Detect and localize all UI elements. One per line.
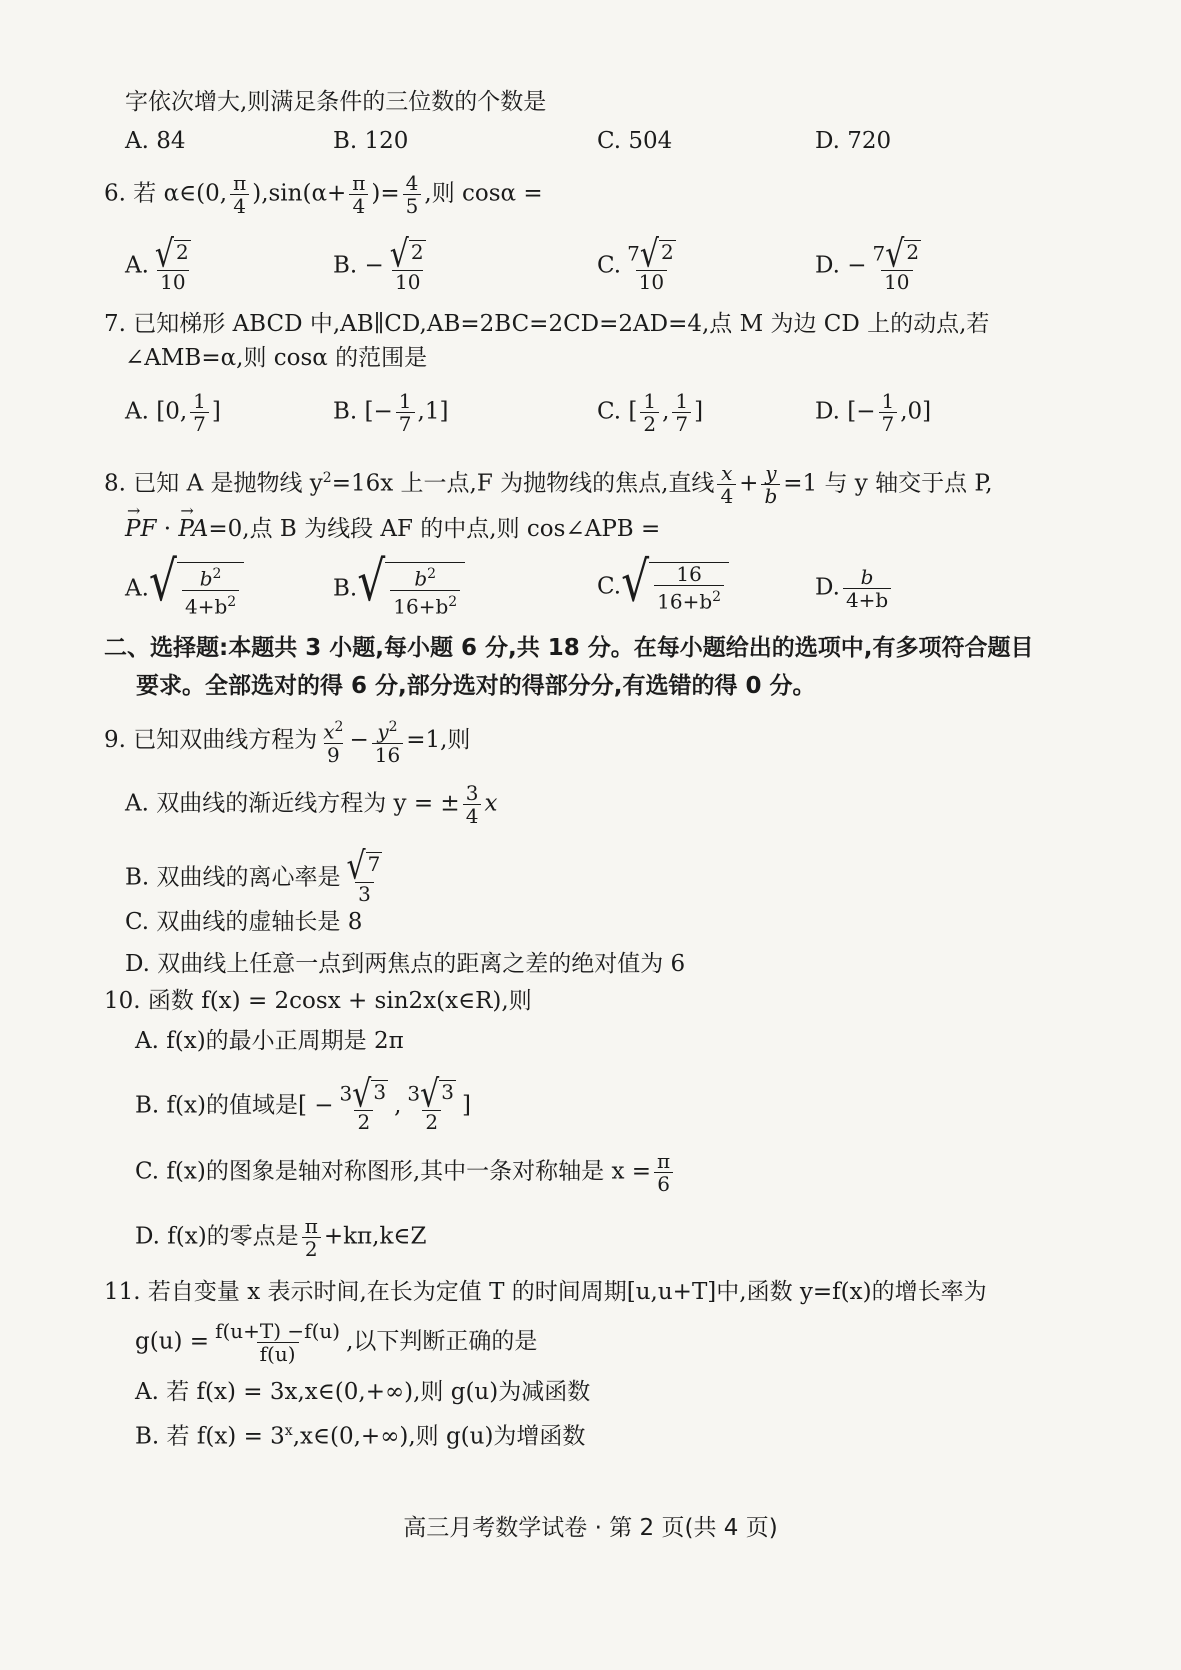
q10-option-c: C. f(x)的图象是轴对称图形,其中一条对称轴是 x = $\frac{\pi}{6}$: [135, 1150, 676, 1195]
q11-stem-line1: 11. 若自变量 x 表示时间,在长为定值 T 的时间周期[u,u+T]中,函数 y=f(x)的增长率为: [104, 1279, 987, 1305]
section-2-header-line2: 要求。全部选对的得 6 分,部分选对的得部分分,有选错的得 0 分。: [136, 673, 816, 699]
q8-stem-line1: 8. 已知 A 是抛物线 $y^2=16x$ 上一点,F 为抛物线的焦点,直线 $\frac{x}{4}$ + $\frac{y}{b}$ =1 与 y 轴交于点 P,: [104, 461, 993, 509]
page-footer: 高三月考数学试卷 · 第 2 页(共 4 页): [403, 1515, 778, 1541]
q7-option-a: A. [0, $\frac{1}{7}$ ]: [125, 389, 221, 436]
q10-option-b: B. f(x)的值域是[ − 3 √ 3 2 , 3 √ 3 2 ]: [135, 1072, 471, 1134]
q6-option-a: A. √ 2 10: [125, 232, 189, 294]
q9-option-b: B. 双曲线的离心率是 √ 7 3: [125, 844, 381, 906]
q7-stem-line2: ∠AMB=α,则 cosα 的范围是: [125, 345, 428, 371]
q8-stem-line2: → PF · → PA=0,点 B 为线段 AF 的中点,则 cos∠APB =: [125, 513, 660, 545]
q7-option-d: D. [− $\frac{1}{7}$ ,0]: [815, 389, 932, 436]
q8-option-d: D. $\frac{b}{4+b}$: [815, 566, 894, 611]
q5-option-b: B. 120: [333, 128, 409, 154]
q8-option-b: B. √ $\frac{b^2}{16+b^2}$: [333, 562, 465, 617]
q9-stem: 9. 已知双曲线方程为 $\frac{x^2}{9}$ − $\frac{y^2}{16}$ =1,则: [104, 719, 471, 767]
q11-option-a: A. 若 f(x) = 3x,x∈(0,+∞),则 g(u)为减函数: [135, 1379, 591, 1405]
q5-continuation: 字依次增大,则满足条件的三位数的个数是: [125, 89, 547, 115]
q7-stem-line1: 7. 已知梯形 ABCD 中,AB∥CD,AB=2BC=2CD=2AD=4,点 M 为边 CD 上的动点,若: [104, 311, 990, 337]
q10-option-a: A. f(x)的最小正周期是 2π: [135, 1028, 404, 1054]
q6-option-d: D. − 7 √ 2 10: [815, 232, 920, 294]
q6-option-b: B. − √ 2 10: [333, 232, 424, 294]
q5-option-d: D. 720: [815, 128, 892, 154]
q6-option-c: C. 7 √ 2 10: [597, 232, 674, 294]
q6-stem: 6. 若 α∈(0, $\frac{\pi}{4}$ ),sin(α+ $\frac{\pi}{4}$ )= $\frac{4}{5}$ ,则 cosα =: [104, 171, 543, 218]
q9-option-c: C. 双曲线的虚轴长是 8: [125, 909, 363, 935]
q9-option-a: A. 双曲线的渐近线方程为 y = ± $\frac{3}{4}$ x: [125, 781, 498, 828]
q7-option-c: C. [ $\frac{1}{2}$ , $\frac{1}{7}$ ]: [597, 389, 704, 436]
q11-option-b: B. 若 $f(x) = 3^x,x\in(0,+\infty)$,则 g(u)为增函数: [135, 1423, 586, 1450]
q8-option-c: C. √ $\frac{16}{16+b^2}$: [597, 562, 729, 613]
q5-option-a: A. 84: [125, 128, 186, 154]
q7-option-b: B. [− $\frac{1}{7}$ ,1]: [333, 389, 449, 436]
q8-option-a: A. √ $\frac{b^2}{4+b^2}$: [125, 562, 244, 617]
q11-stem-line2: g(u) = $\frac{f(u+T) -f(u)}{f(u)}$ ,以下判断正确的是: [135, 1319, 538, 1366]
q10-option-d: D. f(x)的零点是 $\frac{\pi}{2}$ +kπ,k∈Z: [135, 1214, 427, 1261]
q5-option-c: C. 504: [597, 128, 673, 154]
q9-option-d: D. 双曲线上任意一点到两焦点的距离之差的绝对值为 6: [125, 951, 686, 977]
section-2-header-line1: 二、选择题:本题共 3 小题,每小题 6 分,共 18 分。在每小题给出的选项中,有多项符合题目: [104, 635, 1034, 661]
q10-stem: 10. 函数 f(x) = 2cosx + sin2x(x∈R),则: [104, 988, 532, 1014]
